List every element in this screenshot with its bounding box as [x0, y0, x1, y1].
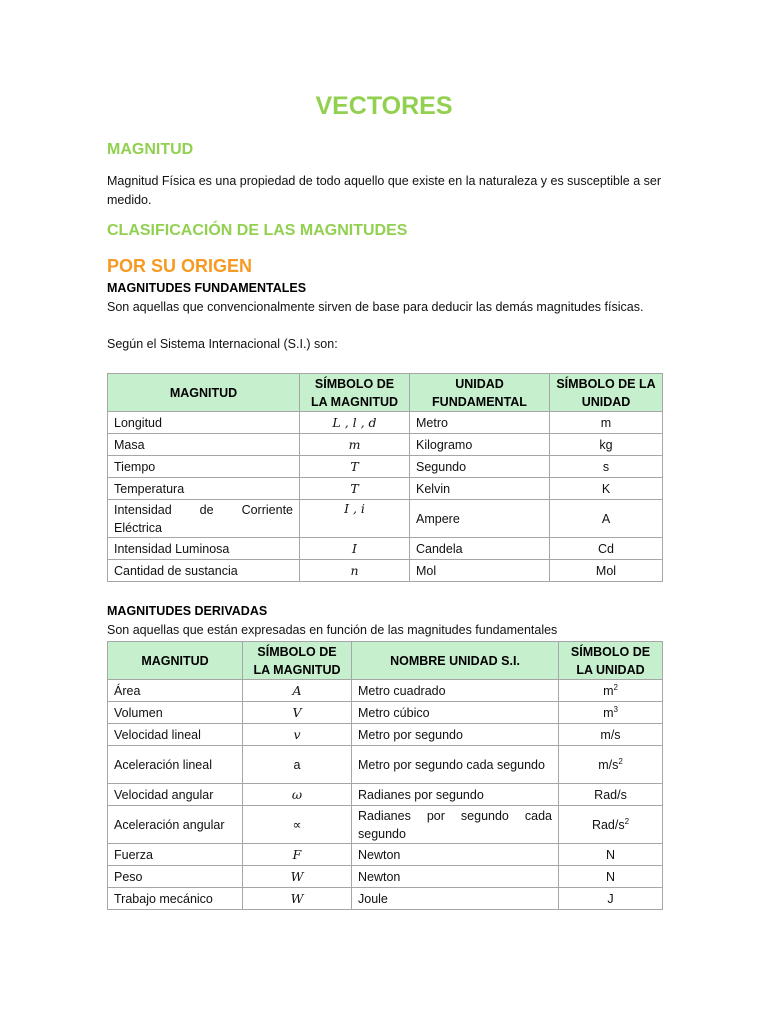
header-simbolo-unidad: SÍMBOLO DE LA UNIDAD [559, 642, 663, 680]
cell-magnitud: Trabajo mecánico [108, 888, 243, 910]
magnitud-paragraph: Magnitud Física es una propiedad de todo aquello que existe en la naturaleza y es susceptible a ser medido. [107, 174, 661, 207]
cell-simbolo-unidad: m [550, 412, 663, 434]
unit-exponent: 3 [613, 704, 618, 714]
cell-simbolo: L , l , d [300, 412, 410, 434]
table-row [108, 702, 663, 724]
derivadas-heading: MAGNITUDES DERIVADAS [107, 604, 268, 618]
cell-simbolo-unidad [559, 746, 663, 784]
cell-unidad: Segundo [410, 456, 550, 478]
table-row [108, 746, 663, 784]
unit-text: Rad/s [591, 817, 625, 832]
table-row [108, 784, 663, 806]
table-row [108, 806, 663, 844]
cell-magnitud: Fuerza [108, 844, 243, 866]
cell-simbolo-unidad: A [550, 500, 663, 538]
unit-text: m/s [600, 727, 621, 742]
cell-unidad: Metro por segundo cada segundo [352, 746, 559, 784]
table-header-row [108, 374, 663, 412]
unit-exponent: 2 [624, 816, 630, 826]
unit-text: Rad/s [594, 787, 627, 802]
si-paragraph: Según el Sistema Internacional (S.I.) son: [107, 337, 338, 351]
cell-simbolo-unidad: kg [550, 434, 663, 456]
cell-simbolo: T [300, 478, 410, 500]
cell-simbolo-unidad [559, 784, 663, 806]
cell-simbolo-unidad [559, 680, 663, 702]
origen-heading: POR SU ORIGEN [107, 256, 253, 276]
cell-simbolo-unidad: Mol [550, 560, 663, 582]
cell-simbolo: v [243, 724, 352, 746]
cell-unidad: Metro por segundo [352, 724, 559, 746]
table-row [108, 844, 663, 866]
cell-unidad: Joule [352, 888, 559, 910]
cell-magnitud: Masa [108, 434, 300, 456]
cell-magnitud: Tiempo [108, 456, 300, 478]
clasificacion-heading: CLASIFICACIÓN DE LAS MAGNITUDES [107, 222, 408, 239]
cell-simbolo: I [300, 538, 410, 560]
unit-exponent: 2 [618, 756, 623, 766]
table-row [108, 560, 663, 582]
cell-simbolo-unidad [559, 844, 663, 866]
cell-unidad: Newton [352, 866, 559, 888]
cell-unidad: Newton [352, 844, 559, 866]
table-header-row [108, 642, 663, 680]
table-row [108, 434, 663, 456]
table-row [108, 724, 663, 746]
cell-magnitud: Aceleración angular [108, 806, 243, 844]
fundamentales-table [107, 373, 663, 582]
fundamentales-heading: MAGNITUDES FUNDAMENTALES [107, 281, 307, 295]
cell-magnitud: Intensidad Luminosa [108, 538, 300, 560]
header-magnitud: MAGNITUD [108, 642, 243, 680]
cell-magnitud: Temperatura [108, 478, 300, 500]
unit-text: N [605, 869, 616, 884]
cell-simbolo-unidad: s [550, 456, 663, 478]
cell-simbolo-unidad [559, 888, 663, 910]
header-simbolo-magnitud: SÍMBOLO DE LA MAGNITUD [300, 374, 410, 412]
table-row [108, 866, 663, 888]
unit-text: m [603, 683, 614, 698]
cell-unidad: Metro [410, 412, 550, 434]
cell-simbolo: W [243, 888, 352, 910]
derivadas-table [107, 641, 663, 910]
cell-unidad: Ampere [410, 500, 550, 538]
unit-exponent: 2 [613, 682, 618, 692]
fundamentales-paragraph: Son aquellas que convencionalmente sirven de base para deducir las demás magnitudes físicas. [107, 300, 644, 314]
cell-simbolo-unidad: Cd [550, 538, 663, 560]
unit-text: J [607, 891, 614, 906]
cell-simbolo: n [300, 560, 410, 582]
cell-magnitud: Intensidad de Corriente Eléctrica [108, 500, 300, 538]
cell-magnitud: Velocidad lineal [108, 724, 243, 746]
cell-magnitud: Área [108, 680, 243, 702]
cell-simbolo: ω [243, 784, 352, 806]
table-row [108, 412, 663, 434]
cell-unidad: Metro cuadrado [352, 680, 559, 702]
table-row [108, 538, 663, 560]
cell-simbolo: I , i [300, 500, 410, 538]
cell-unidad: Kelvin [410, 478, 550, 500]
magnitud-heading: MAGNITUD [107, 141, 194, 158]
cell-unidad: Radianes por segundo cada segundo [352, 806, 559, 844]
cell-simbolo: F [243, 844, 352, 866]
header-simbolo-magnitud: SÍMBOLO DE LA MAGNITUD [243, 642, 352, 680]
cell-magnitud: Aceleración lineal [108, 746, 243, 784]
header-nombre-unidad: NOMBRE UNIDAD S.I. [352, 642, 559, 680]
header-simbolo-unidad: SÍMBOLO DE LA UNIDAD [550, 374, 663, 412]
table-row [108, 888, 663, 910]
unit-text: m [603, 705, 614, 720]
unit-text: N [605, 847, 616, 862]
cell-magnitud: Velocidad angular [108, 784, 243, 806]
cell-unidad: Radianes por segundo [352, 784, 559, 806]
table-row [108, 478, 663, 500]
cell-simbolo: a [243, 746, 352, 784]
cell-magnitud: Cantidad de sustancia [108, 560, 300, 582]
cell-simbolo: ∝ [243, 806, 352, 844]
cell-simbolo: A [243, 680, 352, 702]
cell-simbolo-unidad [559, 724, 663, 746]
header-unidad: UNIDAD FUNDAMENTAL [410, 374, 550, 412]
cell-simbolo: T [300, 456, 410, 478]
cell-simbolo-unidad [559, 806, 663, 844]
cell-unidad: Mol [410, 560, 550, 582]
cell-unidad: Kilogramo [410, 434, 550, 456]
cell-simbolo-unidad: K [550, 478, 663, 500]
cell-unidad: Candela [410, 538, 550, 560]
cell-simbolo-unidad [559, 866, 663, 888]
table-row [108, 680, 663, 702]
page-title: VECTORES [315, 92, 453, 120]
cell-simbolo: W [243, 866, 352, 888]
cell-magnitud: Volumen [108, 702, 243, 724]
cell-simbolo-unidad [559, 702, 663, 724]
cell-simbolo: V [243, 702, 352, 724]
table-row [108, 456, 663, 478]
table-row [108, 500, 663, 538]
cell-unidad: Metro cúbico [352, 702, 559, 724]
header-magnitud: MAGNITUD [108, 374, 300, 412]
cell-magnitud: Longitud [108, 412, 300, 434]
derivadas-paragraph: Son aquellas que están expresadas en función de las magnitudes fundamentales [107, 623, 558, 637]
cell-simbolo: m [300, 434, 410, 456]
unit-text: m/s [598, 757, 619, 772]
cell-magnitud: Peso [108, 866, 243, 888]
